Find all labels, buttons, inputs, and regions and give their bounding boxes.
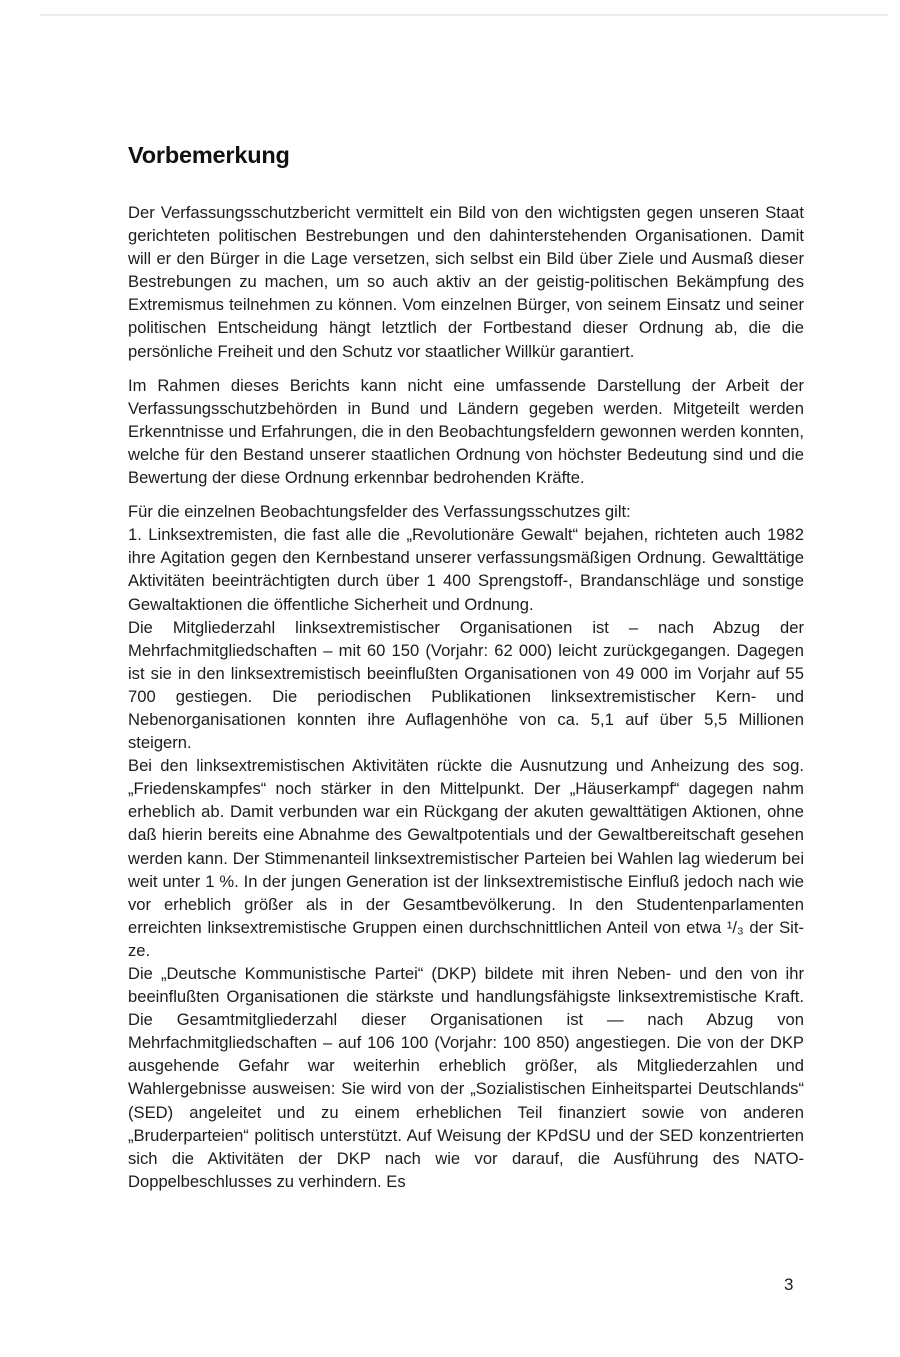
paragraph-scope: Im Rahmen dieses Berichts kann nicht eine umfassende Darstellung der Arbeit der Verfassungsschutzbehörden in Bund und Ländern gegeben werden. Mitgeteilt werden Erkenntnisse und Erfahrungen, die in den Beobachtungsfeldern gewonnen werden konnten, welche für den Bestand unserer staatlichen Ordnung von höchster Bedeutung sind und die Bewertung der diese Ordnung erkennbar bedrohenden Kräfte. bbox=[128, 375, 804, 488]
page-heading: Vorbemerkung bbox=[128, 142, 290, 168]
paragraph-fields-intro: Für die einzelnen Beobachtungsfelder des Verfassungsschutzes gilt: bbox=[128, 502, 631, 522]
paragraph-left-extremists: 1. Linksextremisten, die fast alle die „Revolutionäre Gewalt“ bejahen, richteten auch 1982 ihre Agitation gegen den Kernbestand unserer verfassungsmäßigen Ordnung. Gewalttätige Aktivitäten beeinträchtigten durch über 1 400 Sprengstoff-, Brandanschläge und sonstige Gewaltaktionen die öffentliche Sicherheit und Ordnung. bbox=[128, 525, 804, 614]
scan-edge-line bbox=[40, 14, 888, 16]
page-number: 3 bbox=[784, 1275, 794, 1294]
paragraph-activities: Bei den linksextremistischen Aktivitäten rückte die Ausnutzung und Anheizung des sog. „Friedenskampfes“ noch stärker in den Mittelpunkt. Der „Häuserkampf“ dagegen nahm erheblich ab. Damit verbunden war ein Rückgang der akuten gewalttätigen Aktionen, ohne daß hierin bereits eine Abnahme des Gewaltpotentials und der Gewaltbereitschaft gesehen werden kann. Der Stimmenanteil linksextremistischer Parteien bei Wahlen lag wiederum bei weit unter 1 %. In der jungen Generation ist der linksextremistische Einfluß jedoch nach wie vor erheblich größer als in der Gesamtbevölkerung. In den Studentenparlamenten erreichten linksextremistische Gruppen einen durchschnittlichen Anteil von etwa ¹/₃ der Sitze. bbox=[128, 756, 804, 960]
paragraph-membership: Die Mitgliederzahl linksextremistischer Organisationen ist – nach Abzug der Mehrfachmitgliedschaften – mit 60 150 (Vorjahr: 62 000) leicht zurückgegangen. Dagegen ist sie in den linksextremistisch beeinflußten Organisationen von 49 000 im Vorjahr auf 55 700 gestiegen. Die periodischen Publikationen linksextremistischer Kern- und Nebenorganisationen konnten ihre Auflagenhöhe von ca. 5,1 auf über 5,5 Millionen steigern. bbox=[128, 617, 804, 753]
paragraph-intro: Der Verfassungsschutzbericht vermittelt ein Bild von den wichtigsten gegen unseren Staat gerichteten politischen Bestrebungen und den dahinterstehenden Organisationen. Damit will er den Bürger in die Lage versetzen, sich selbst ein Bild über Ziele und Ausmaß dieser Bestrebungen zu machen, um so auch aktiv an der geistig-politischen Bekämpfung des Extremismus teilnehmen zu können. Vom einzelnen Bürger, von seinem Einsatz und seiner politischen Entscheidung hängt letztlich der Fortbestand dieser Ordnung ab, die die persönliche Freiheit und den Schutz vor staatlicher Willkür garantiert. bbox=[128, 203, 804, 361]
document-body bbox=[128, 201, 804, 1193]
paragraph-dkp: Die „Deutsche Kommunistische Partei“ (DKP) bildete mit ihren Neben- und den von ihr beeinflußten Organisationen die stärkste und handlungsfähigste linksextremistische Kraft. Die Gesamtmitgliederzahl dieser Organisationen ist — nach Abzug von Mehrfachmitgliedschaften – auf 106 100 (Vorjahr: 100 850) angestiegen. Die von der DKP ausgehende Gefahr war weiterhin erheblich größer, als Mitgliederzahlen und Wahlergebnisse ausweisen: Sie wird von der „Sozialistischen Einheitspartei Deutschlands“ (SED) angeleitet und zu einem erheblichen Teil finanziert sowie von anderen „Bruderparteien“ politisch unterstützt. Auf Weisung der KPdSU und der SED konzentrierten sich die Aktivitäten der DKP nach wie vor darauf, die Ausführung des NATO-Doppelbeschlusses zu verhindern. Es bbox=[128, 964, 804, 1191]
